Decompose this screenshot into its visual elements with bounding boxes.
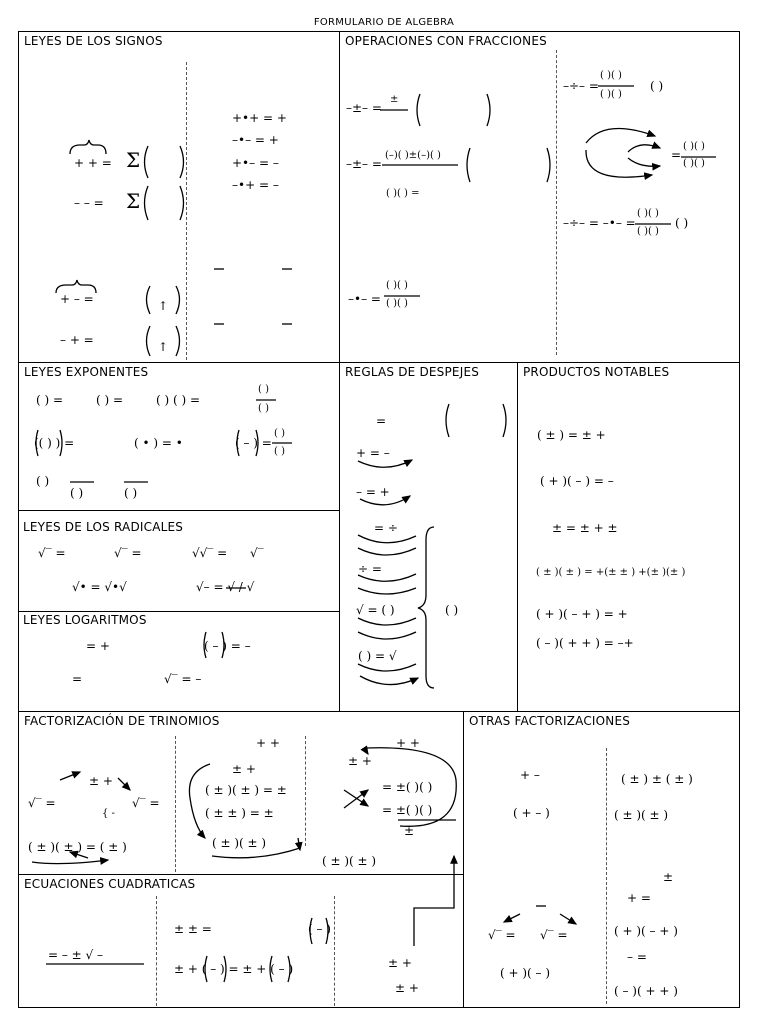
factor-term: √‾ =	[28, 796, 56, 810]
exp-rule: ( – ) =	[235, 436, 272, 450]
factor-term: ( ± )( ± ) = ( ± )	[28, 840, 127, 854]
despeje-rule: = ÷	[374, 521, 398, 535]
mult-rule: +•– = –	[232, 156, 279, 170]
factor-term: √‾ =	[132, 796, 160, 810]
dashed-divider	[556, 50, 557, 355]
fraction-den: ( )( )	[386, 298, 408, 309]
divider	[18, 611, 340, 612]
radical-rule: √‾ =	[114, 546, 142, 560]
quadratic-term: ( – )	[308, 922, 331, 936]
sum-mixed: + – =	[60, 292, 94, 306]
fraction-num: ( )( )	[386, 280, 408, 291]
exp-frac-num: ( )	[258, 384, 269, 395]
mult-rule: –•– = +	[232, 133, 279, 147]
paren-group: ( )	[650, 79, 664, 93]
section-title: ECUACIONES CUADRATICAS	[24, 877, 196, 891]
exp-rule: ( ) =	[96, 393, 124, 407]
sigma-symbol: Σ	[126, 189, 141, 213]
fraction-den: ( )( )	[683, 158, 705, 169]
radical-rule: √‾	[250, 546, 264, 560]
section-title-logaritmos: LEYES LOGARITMOS	[23, 613, 147, 627]
radical-rule: √– = √ / √	[196, 580, 255, 594]
section-title: LEYES EXPONENTES	[24, 365, 149, 379]
quadratic-term: ± ± =	[174, 922, 212, 936]
log-rule: √‾ = –	[164, 672, 202, 686]
factor-term: ( ± )( ± )	[614, 808, 669, 822]
exp-frac-den: ( )	[258, 403, 269, 414]
factor-term: + –	[520, 768, 540, 782]
dashed-divider	[156, 896, 157, 1006]
fraction-den: ( )( )	[637, 226, 659, 237]
section-otras-factorizaciones	[463, 711, 740, 1008]
factor-term: ( + )( – + )	[614, 924, 678, 938]
despeje-rule: ÷ =	[358, 562, 382, 576]
dashed-divider	[186, 62, 187, 360]
arrow-up-icon: ↑	[158, 299, 169, 313]
factor-term: + +	[256, 736, 280, 750]
factor-term: – =	[627, 950, 647, 964]
exp-rule: ( )	[70, 486, 84, 500]
product-rule: ( + )( – + ) = +	[536, 607, 628, 621]
despeje-rule: √ = ( )	[356, 603, 395, 617]
quadratic-term: ± +	[388, 956, 412, 970]
exp-rule: ( ) ( ) =	[156, 393, 201, 407]
factor-term: ( + – )	[513, 806, 550, 820]
quadratic-term: ± + ( – ) = ± + ( – )	[174, 962, 294, 976]
factor-term: ( – )( + + )	[614, 984, 678, 998]
divider	[18, 510, 340, 511]
section-title: PRODUCTOS NOTABLES	[523, 365, 670, 379]
product-rule: ( ± ) = ± +	[537, 428, 606, 442]
product-rule: ( ± )( ± ) = +(± ± ) +(± )(± )	[536, 567, 686, 578]
exp-rule: ( ) =	[36, 393, 64, 407]
fraction-num: ±	[390, 94, 399, 105]
quadratic-formula: = – ± √ –	[48, 948, 104, 962]
factor-term: ( ± )( ± )	[212, 836, 267, 850]
factor-term: = ±( )( )	[382, 803, 433, 817]
radical-rule: √√‾ =	[192, 546, 228, 560]
factor-term: ( ± )( ± ) = ±	[205, 783, 287, 797]
factor-term: ± +	[89, 774, 113, 788]
fraction-num: (–)( )±(–)( )	[385, 150, 441, 161]
despeje-rule: =	[376, 414, 387, 428]
factor-term: ± +	[348, 754, 372, 768]
factor-term: ±	[663, 870, 674, 884]
fraction-den: ( )( )	[600, 89, 622, 100]
radical-rule: √• = √•√	[72, 580, 127, 594]
dashed-divider	[175, 736, 176, 872]
paren-group: ( )	[675, 216, 689, 230]
factor-term: + +	[396, 736, 420, 750]
section-title: FACTORIZACIÓN DE TRINOMIOS	[24, 714, 220, 728]
fraction-num: ( )( )	[600, 70, 622, 81]
fraction-lhs: –•– =	[348, 292, 381, 306]
radical-rule: √‾ =	[38, 546, 66, 560]
sum-mixed: – + =	[60, 333, 94, 347]
factor-term: ( ± ± ) = ±	[205, 806, 274, 820]
despeje-rule: ( ) = √	[358, 649, 397, 663]
fraction-den: ( )( ) =	[386, 188, 420, 199]
quadratic-term: ± +	[395, 981, 419, 995]
page-title: FORMULARIO DE ALGEBRA	[313, 17, 455, 28]
section-title: LEYES DE LOS SIGNOS	[24, 34, 163, 48]
factor-term: = ±( )( )	[382, 780, 433, 794]
fraction-num: ( )( )	[637, 208, 659, 219]
factor-term: + =	[627, 891, 651, 905]
section-leyes-signos	[18, 31, 340, 363]
fraction-num: ( )( )	[683, 141, 705, 152]
fraction-lhs: –÷– =	[563, 79, 599, 93]
log-rule: =	[72, 672, 83, 686]
product-rule: ( – )( + + ) = –+	[536, 636, 634, 650]
dashed-divider	[606, 748, 607, 1004]
fraction-lhs: –÷– = –•– =	[563, 216, 636, 230]
section-title: OPERACIONES CON FRACCIONES	[345, 34, 547, 48]
mult-rule: –•+ = –	[232, 178, 279, 192]
despeje-rule: + = –	[356, 446, 390, 460]
section-leyes-exponentes	[18, 362, 340, 712]
section-productos-notables	[517, 362, 740, 712]
product-rule: ( + )( – ) = –	[540, 474, 614, 488]
section-title: REGLAS DE DESPEJES	[345, 365, 480, 379]
section-title-radicales: LEYES DE LOS RADICALES	[23, 520, 184, 534]
factor-term: ( + )( – )	[500, 966, 551, 980]
equals: =	[671, 148, 682, 162]
sigma-symbol: Σ	[126, 148, 141, 172]
log-rule: ( – ) = –	[204, 639, 251, 653]
mult-rule: +•+ = +	[232, 111, 287, 125]
exp-rule: (( ) ) =	[34, 436, 75, 450]
log-rule: = +	[86, 639, 110, 653]
sum-negative: – – =	[74, 196, 104, 210]
factor-term: ( ± )( ± )	[322, 854, 377, 868]
factor-term: √‾ =	[540, 928, 568, 942]
factor-term: ±	[404, 824, 415, 838]
despeje-rule: – = +	[356, 485, 390, 499]
factor-term: { -	[102, 808, 115, 819]
factor-term: ( ± ) ± ( ± )	[621, 772, 693, 786]
arrow-up-icon: ↑	[158, 340, 169, 354]
exp-rule: ( )	[124, 486, 138, 500]
exp-frac-num: ( )	[274, 428, 285, 439]
exp-rule: ( • ) = •	[134, 436, 183, 450]
fraction-lhs: –±– =	[346, 101, 382, 115]
dashed-divider	[305, 736, 306, 846]
exp-rule: ( )	[36, 474, 50, 488]
factor-term: √‾ =	[488, 928, 516, 942]
dashed-divider	[334, 896, 335, 1006]
fraction-lhs: –±– =	[346, 157, 382, 171]
product-rule: ± = ± + ±	[552, 521, 618, 535]
exp-frac-den: ( )	[274, 446, 285, 457]
section-title: OTRAS FACTORIZACIONES	[469, 714, 631, 728]
paren-group: ( )	[445, 603, 459, 617]
factor-term: ± +	[232, 762, 256, 776]
sum-positive: + + =	[74, 156, 112, 170]
